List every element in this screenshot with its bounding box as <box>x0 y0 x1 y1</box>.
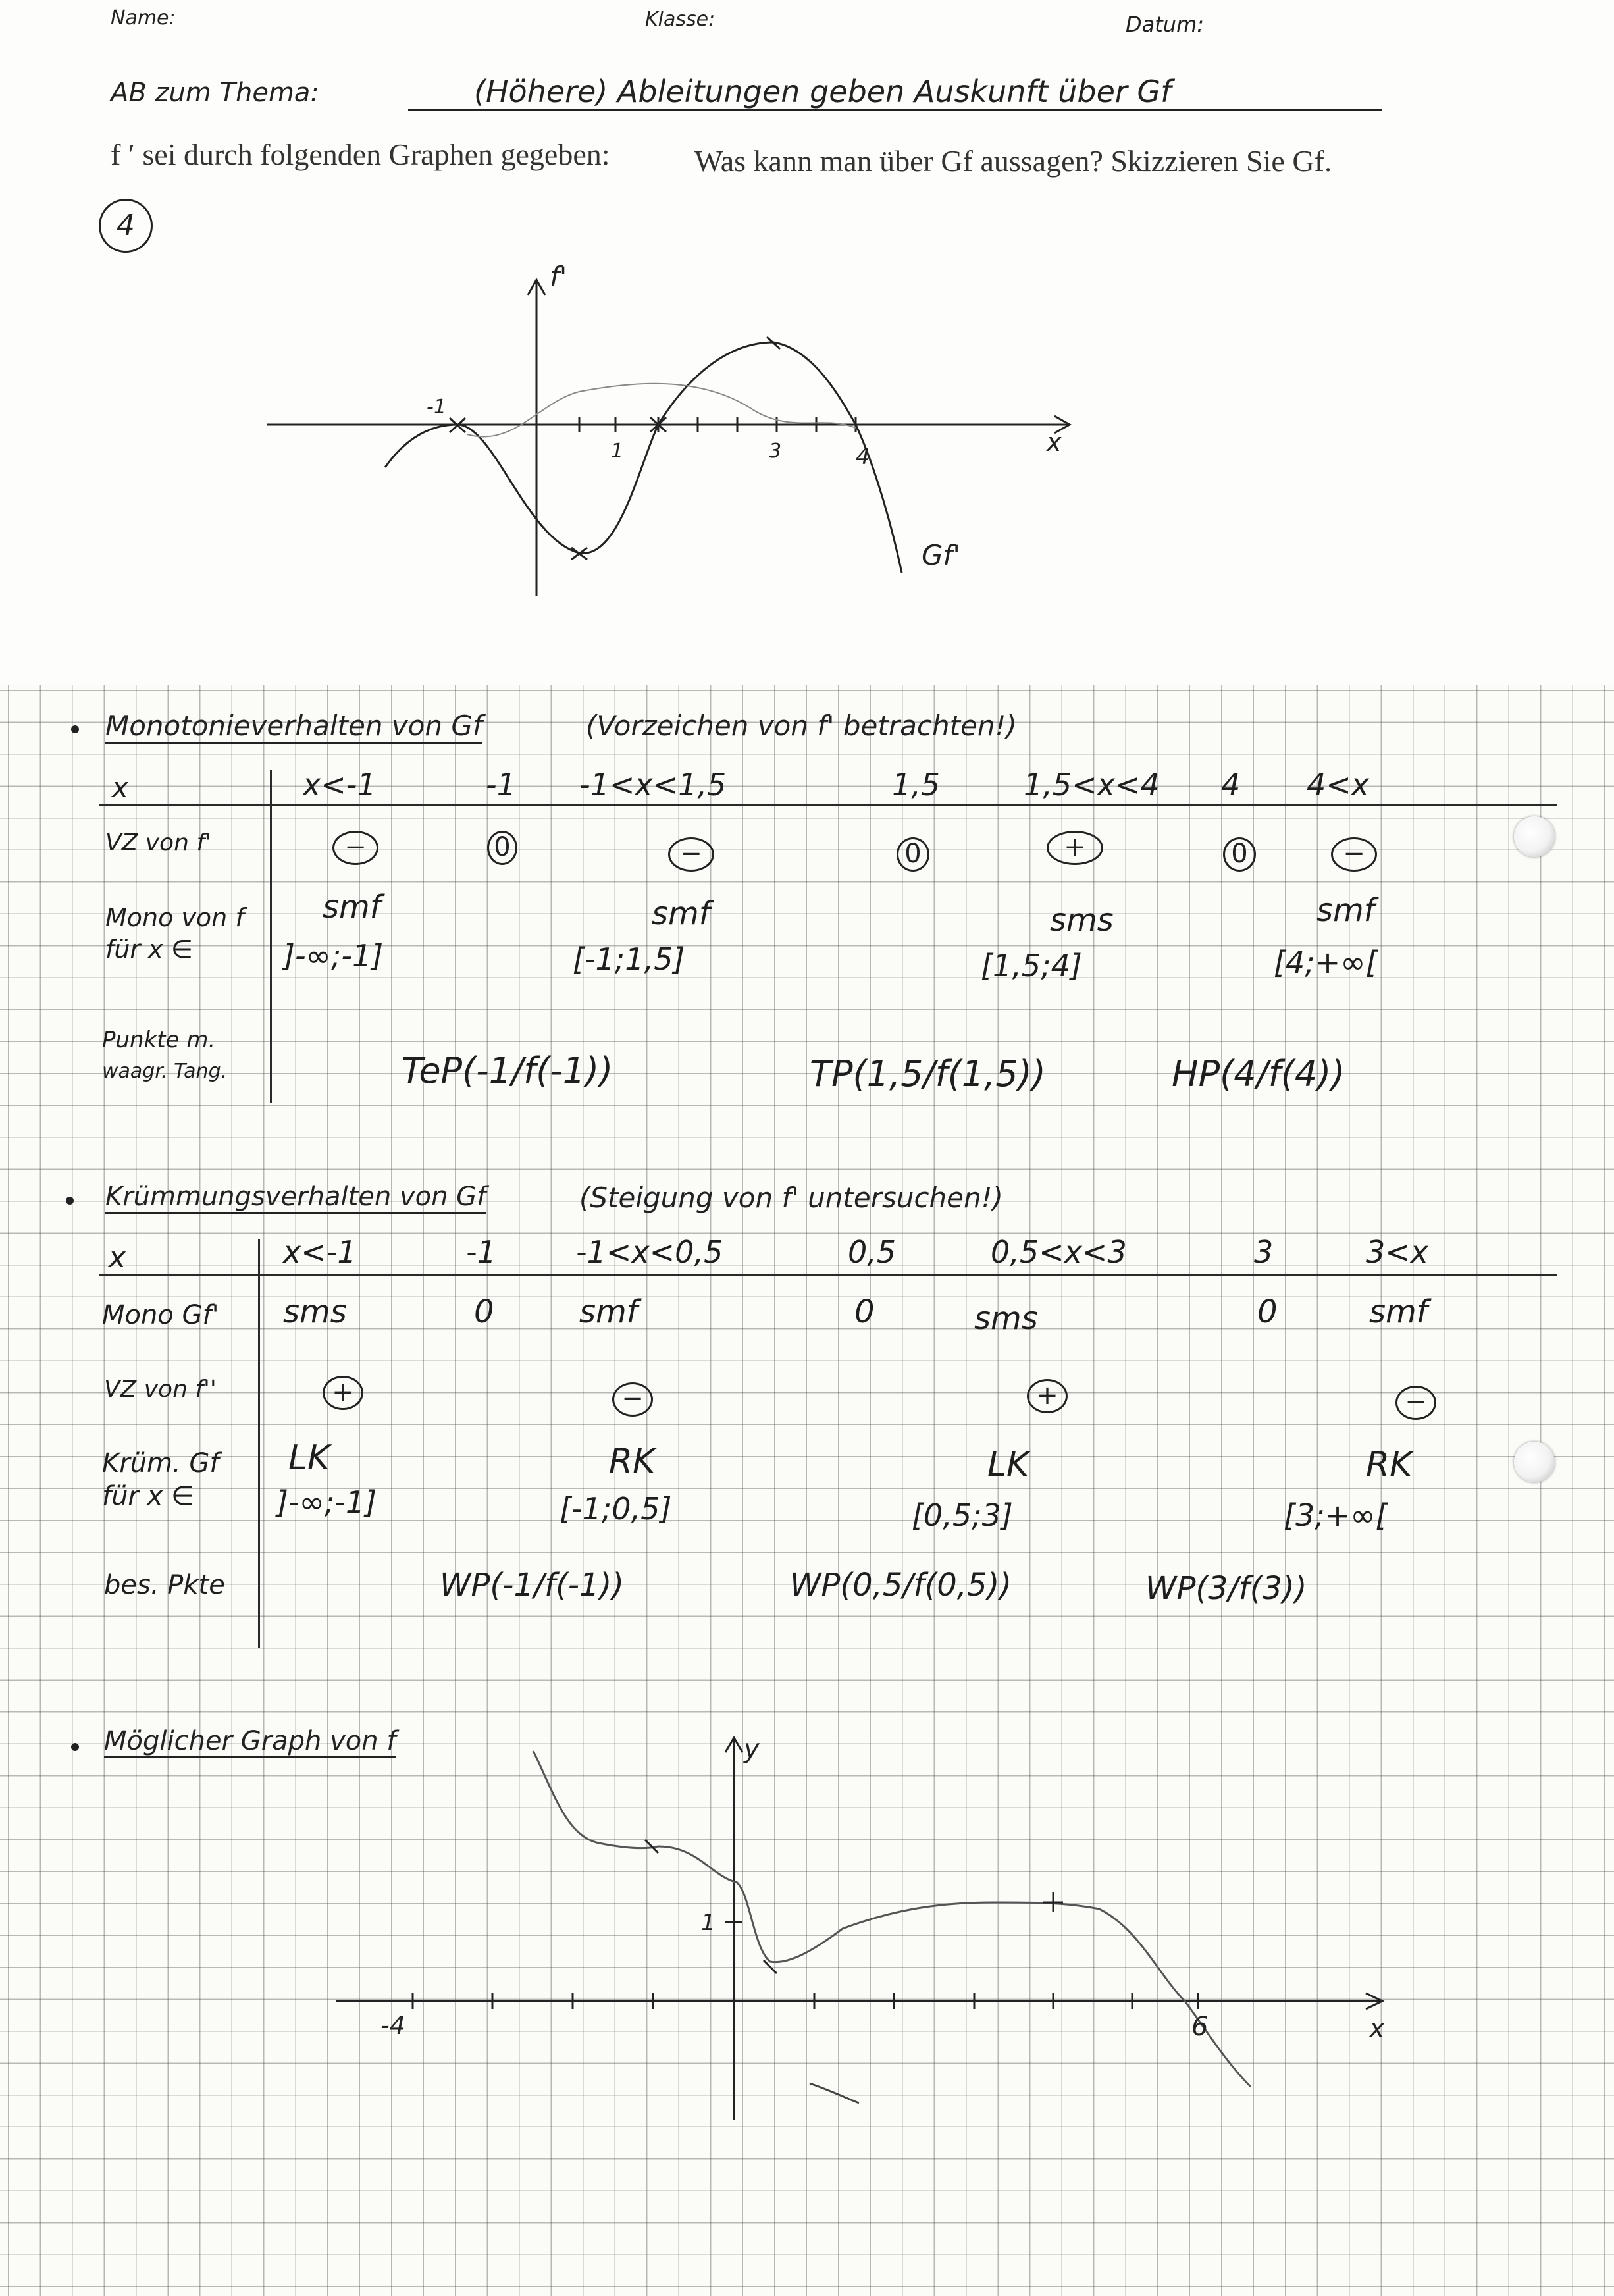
kr-x-1: -1 <box>466 1234 496 1270</box>
mono-sign-6: − <box>1331 837 1377 872</box>
kr-x-3: 0,5 <box>848 1234 897 1270</box>
monotonie-hint: (Vorzeichen von f' betrachten!) <box>586 710 1017 742</box>
kr-x-5: 3 <box>1254 1234 1274 1270</box>
kr-curvature-3: RK <box>1366 1445 1413 1484</box>
fprime-curve <box>385 342 902 573</box>
kr-row-label-fuer: für x ∈ <box>102 1481 194 1511</box>
kruemmung-heading: Krümmungsverhalten von Gf <box>105 1182 486 1214</box>
mono-mono-1: smf <box>652 895 710 932</box>
mono-point-1: TP(1,5/f(1,5)) <box>810 1053 1046 1095</box>
mono-sign-1: 0 <box>487 831 517 865</box>
task-question-text: Was kann man über Gf aussagen? Skizzieren Sie Gf. <box>694 144 1332 178</box>
bullet-monotonie-icon <box>71 725 79 733</box>
kruemmung-hint: (Steigung von f' untersuchen!) <box>579 1182 1003 1214</box>
mono-x-1: -1 <box>486 767 516 802</box>
tick-label-1: 1 <box>611 440 624 463</box>
kr-mono-5: 0 <box>1257 1293 1278 1330</box>
mono-point-0: TeP(-1/f(-1)) <box>402 1050 613 1091</box>
mono-mono-0: smf <box>323 889 381 926</box>
task-number-circle <box>99 199 153 253</box>
date-label: Datum: <box>1126 12 1205 37</box>
topic-label: AB zum Thema: <box>111 78 319 108</box>
punch-hole-bottom <box>1514 1442 1555 1482</box>
kr-sign-1: − <box>612 1382 653 1417</box>
mono-mono-2: sms <box>1050 902 1114 939</box>
kr-curvature-2: LK <box>987 1445 1029 1484</box>
possible-tick-1: 1 <box>701 1910 716 1936</box>
mono-row-label-punkte: Punkte m. <box>102 1027 216 1053</box>
mono-sign-5: 0 <box>1223 837 1256 872</box>
mono-x-2: -1<x<1,5 <box>579 767 727 802</box>
kr-interval-3: [3;+∞[ <box>1284 1498 1388 1533</box>
kr-interval-0: ]-∞;-1] <box>276 1484 377 1520</box>
y-axis-label: f' <box>550 261 567 293</box>
possible-graph <box>316 1711 1402 2133</box>
mono-row-label-fuer: für x ∈ <box>105 935 193 964</box>
possible-graph-heading: Möglicher Graph von f <box>104 1726 396 1758</box>
kr-mono-3: 0 <box>854 1293 875 1330</box>
kr-row-label-x: x <box>109 1241 126 1274</box>
mono-x-0: x<-1 <box>303 767 377 802</box>
kr-mono-6: smf <box>1369 1293 1428 1330</box>
kr-x-4: 0,5<x<3 <box>991 1234 1127 1270</box>
kr-x-2: -1<x<0,5 <box>576 1234 723 1270</box>
mono-interval-1: [-1;1,5] <box>573 941 685 977</box>
kr-sign-2: + <box>1027 1379 1068 1413</box>
task-number: 4 <box>117 209 135 242</box>
kr-row-label-kruem: Krüm. Gf <box>102 1448 219 1478</box>
monotonie-col-divider <box>270 770 272 1103</box>
x-axis-label: x <box>1047 428 1062 457</box>
derivative-graph <box>250 250 1106 606</box>
bullet-graph-icon <box>71 1743 79 1751</box>
kr-sign-3: − <box>1395 1386 1436 1420</box>
kr-mono-4: sms <box>974 1300 1038 1337</box>
mono-x-6: 4<x <box>1307 767 1370 802</box>
kr-row-label-mono: Mono Gf' <box>102 1300 219 1330</box>
kr-interval-1: [-1;0,5] <box>560 1491 672 1526</box>
mono-sign-4: + <box>1047 831 1103 865</box>
mono-interval-0: ]-∞;-1] <box>283 938 384 974</box>
mono-sign-3: 0 <box>897 837 929 872</box>
punch-hole-top <box>1514 816 1555 857</box>
mono-row-label-vz: VZ von f' <box>105 829 211 856</box>
mono-mono-3: smf <box>1316 892 1375 929</box>
mono-row-label-tang: waagr. Tang. <box>102 1060 228 1083</box>
tick-label-4: 4 <box>856 444 870 470</box>
kr-curvature-0: LK <box>288 1438 330 1478</box>
mono-row-label-mono: Mono von f <box>105 903 244 932</box>
kr-point-1: WP(0,5/f(0,5)) <box>790 1567 1012 1604</box>
mono-sign-2: − <box>668 837 714 872</box>
possible-x-axis-label: x <box>1369 2014 1385 2044</box>
kr-sign-0: + <box>323 1376 363 1410</box>
tick-label-minus-1: -1 <box>427 396 446 419</box>
tick-label-3: 3 <box>769 440 782 463</box>
kruemmung-col-divider <box>258 1239 260 1648</box>
kr-mono-0: sms <box>283 1293 347 1330</box>
bullet-kruemmung-icon <box>66 1197 74 1205</box>
kr-point-0: WP(-1/f(-1)) <box>440 1567 625 1604</box>
mono-interval-2: [1,5;4] <box>981 948 1082 983</box>
kr-curvature-1: RK <box>609 1442 656 1481</box>
possible-tick-6: 6 <box>1191 2012 1209 2042</box>
kr-row-label-pkte: bes. Pkte <box>104 1570 225 1600</box>
monotonie-row-divider <box>99 804 1557 806</box>
mono-interval-3: [4;+∞[ <box>1274 945 1378 980</box>
mono-point-2: HP(4/f(4)) <box>1172 1053 1345 1095</box>
kr-x-0: x<-1 <box>283 1234 357 1270</box>
kr-mono-1: 0 <box>474 1293 494 1330</box>
monotonie-heading: Monotonieverhalten von Gf <box>105 710 482 744</box>
kruemmung-row-divider <box>99 1274 1557 1276</box>
curve-label: Gf' <box>922 539 960 571</box>
mono-row-label-x: x <box>112 771 128 804</box>
mono-x-3: 1,5 <box>892 767 941 802</box>
kr-mono-2: smf <box>579 1293 638 1330</box>
f-curve <box>533 1751 1251 2087</box>
kr-interval-2: [0,5;3] <box>912 1498 1013 1533</box>
task-printed-text: f ′ sei durch folgenden Graphen gegeben: <box>111 138 610 171</box>
kr-point-2: WP(3/f(3)) <box>1145 1570 1307 1607</box>
name-label: Name: <box>111 7 176 30</box>
topic-title <box>408 74 1382 111</box>
f-stray-mark <box>810 2083 859 2103</box>
mono-sign-0: − <box>332 831 378 865</box>
kr-x-6: 3<x <box>1366 1234 1429 1270</box>
class-label: Klasse: <box>645 8 716 31</box>
kr-row-label-vz: VZ von f'' <box>104 1376 217 1403</box>
possible-tick-minus-4: -4 <box>380 2011 405 2040</box>
mono-x-4: 1,5<x<4 <box>1024 767 1160 802</box>
topic-title-text: (Höhere) Ableitungen geben Auskunft über Gf <box>474 74 1172 109</box>
mono-x-5: 4 <box>1221 767 1241 802</box>
possible-y-axis-label: y <box>744 1734 760 1764</box>
